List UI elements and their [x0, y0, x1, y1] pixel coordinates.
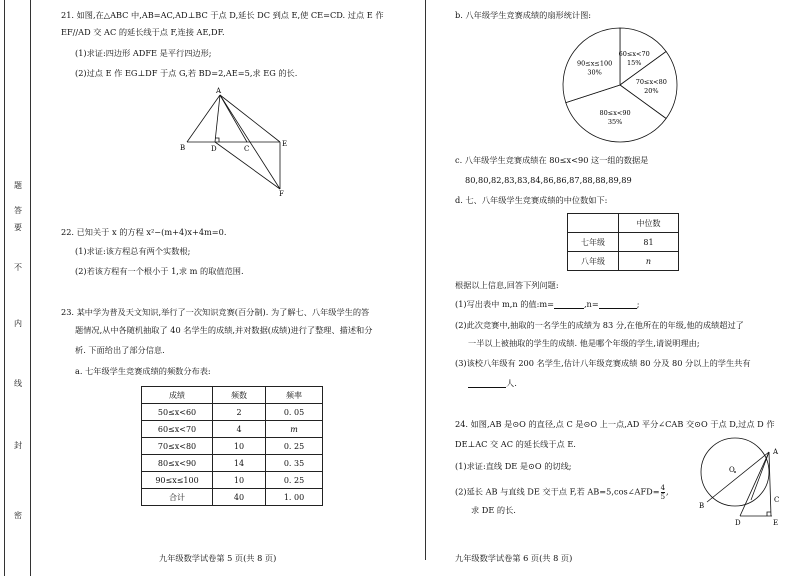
table-row: [142, 472, 323, 489]
label-B: B: [180, 144, 186, 152]
q24-part2: [455, 484, 669, 501]
pie-slice-percent: 35%: [607, 117, 623, 126]
fraction-denominator: 5: [660, 493, 666, 501]
side-label-char: 题: [14, 181, 22, 190]
table-cell: 七年级: [568, 233, 619, 252]
label-F: F: [279, 190, 284, 197]
table-cell: 50≤x<60: [142, 404, 213, 421]
table-cell: 80≤x<90: [142, 455, 213, 472]
table-header-row: [142, 387, 323, 404]
answer1-end: ;: [636, 299, 640, 309]
table-cell: 60≤x<70: [142, 421, 213, 438]
part2-end: ,: [666, 486, 669, 497]
label-A: A: [773, 448, 779, 456]
table-cell: 10: [213, 472, 266, 489]
q23-a: a. 七年级学生竞赛成绩的频数分布表:: [75, 366, 211, 376]
side-label-char: 密: [14, 511, 22, 520]
table-cell: 14: [213, 455, 266, 472]
q23-line2: 题情况,从中各随机抽取了 40 名学生的成绩,并对数据(成绩)进行了整理、描述和分: [75, 325, 373, 335]
fraction-numerator: 4: [660, 484, 666, 492]
blank-m[interactable]: [554, 300, 584, 309]
table-row: [142, 404, 323, 421]
table-cell: 八年级: [568, 252, 619, 271]
table-cell: 40: [213, 489, 266, 506]
q22-part2: (2)若该方程有一个根小于 1,求 m 的取值范围.: [75, 266, 244, 276]
header-cell: 频数: [213, 387, 266, 404]
side-label-char: 要: [14, 223, 22, 232]
table-row: [142, 438, 323, 455]
q21-line2: EF//AD 交 AC 的延长线于点 F,连接 AE,DF.: [61, 27, 225, 37]
blank-count[interactable]: [468, 379, 506, 388]
q23-line1: 23. 某中学为普及天文知识,举行了一次知识竞赛(百分制). 为了解七、八年级学生的答: [61, 307, 370, 317]
table-cell: 0. 25: [266, 472, 323, 489]
q24-part1: (1)求证:直线 DE 是⊙O 的切线;: [455, 461, 572, 471]
side-label-char: 内: [14, 319, 22, 328]
q21-figure: [175, 85, 305, 197]
table-cell: 1. 00: [266, 489, 323, 506]
q22-line1: 22. 已知关于 x 的方程 x²−(m+4)x+4m=0.: [61, 227, 227, 237]
side-label-char: 答: [14, 206, 22, 215]
pie-slice-label: 80≤x<90: [599, 108, 631, 117]
part2-text: (2)延长 AB 与直线 DE 交于点 F,若 AB=5,cos∠AFD=: [455, 486, 660, 497]
header-cell: 成绩: [142, 387, 213, 404]
table-row: [142, 421, 323, 438]
table-cell: 0. 25: [266, 438, 323, 455]
answer1-mid: ,n=: [583, 299, 599, 309]
label-D: D: [211, 145, 217, 153]
table-cell: 合计: [142, 489, 213, 506]
label-A: A: [216, 87, 222, 95]
table-row: [142, 455, 323, 472]
frequency-table: [141, 386, 323, 506]
page-divider: [425, 0, 426, 560]
label-C: C: [244, 145, 250, 153]
q21-part1: (1)求证:四边形 ADFE 是平行四边形;: [75, 48, 212, 58]
table-cell: 0. 05: [266, 404, 323, 421]
q23-c: c. 八年级学生竞赛成绩在 80≤x<90 这一组的数据是: [455, 155, 649, 165]
side-label-char: 不: [14, 263, 22, 272]
label-B: B: [699, 502, 705, 510]
binding-line-inner: [30, 0, 31, 576]
q23-answer3-line1: (3)该校八年级有 200 名学生,估计八年级竞赛成绩 80 分及 80 分以上的学生共有: [455, 358, 751, 368]
label-D: D: [735, 519, 741, 527]
table-header-row: [568, 214, 679, 233]
footer-right: 九年级数学试卷第 6 页(共 8 页): [455, 553, 573, 563]
q21-part2: (2)过点 E 作 EG⊥DF 于点 G,若 BD=2,AE=5,求 EG 的长.: [75, 68, 298, 78]
table-cell: 0. 35: [266, 455, 323, 472]
footer-left: 九年级数学试卷第 5 页(共 8 页): [159, 553, 277, 563]
q24-line2: DE⊥AC 交 AC 的延长线于点 E.: [455, 439, 576, 449]
pie-chart: [560, 25, 680, 145]
pie-slice-label: 70≤x<80: [635, 78, 667, 86]
label-E: E: [282, 140, 288, 148]
table-cell: 90≤x≤100: [142, 472, 213, 489]
table-cell: n: [619, 252, 679, 271]
pie-slice-percent: 20%: [644, 87, 659, 95]
label-O: O: [729, 466, 735, 474]
side-label-char: 封: [14, 441, 22, 450]
table-row: [568, 252, 679, 271]
answer3-end: 人.: [506, 378, 517, 388]
q23-answer1: [455, 299, 639, 309]
side-label-char: 线: [14, 379, 22, 388]
header-cell: 中位数: [619, 214, 679, 233]
table-cell: 10: [213, 438, 266, 455]
q23-c-data: 80,80,82,83,83,84,86,86,87,88,88,89,89: [465, 175, 632, 185]
q24-part3: 求 DE 的长.: [471, 505, 516, 515]
table-row: [568, 233, 679, 252]
answer-intro: 根据以上信息,回答下列问题:: [455, 280, 559, 290]
label-C: C: [774, 496, 780, 504]
pie-slice-percent: 15%: [627, 59, 642, 68]
header-cell: [568, 214, 619, 233]
header-cell: 频率: [266, 387, 323, 404]
table-cell: m: [266, 421, 323, 438]
pie-slice-label: 90≤x≤100: [577, 59, 613, 68]
q23-answer2-line1: (2)此次竞赛中,抽取的一名学生的成绩为 83 分,在他所在的年级,他的成绩超过了: [455, 320, 744, 330]
table-cell: 81: [619, 233, 679, 252]
q23-answer2-line2: 一半以上被抽取的学生的成绩. 他是哪个年级的学生,请说明理由;: [468, 338, 700, 348]
q23-line3: 析. 下面给出了部分信息.: [75, 345, 165, 355]
q23-answer3-line2: [468, 378, 517, 388]
table-cell: 70≤x<80: [142, 438, 213, 455]
answer1-text: (1)写出表中 m,n 的值:m=: [455, 299, 554, 309]
pie-slice-percent: 30%: [587, 68, 602, 77]
pie-slice-label: 60≤x<70: [618, 50, 650, 59]
q23-b: b. 八年级学生竞赛成绩的扇形统计图:: [455, 10, 592, 20]
fraction: [661, 484, 665, 501]
q24-figure: [695, 430, 787, 530]
median-table: [567, 213, 679, 271]
q24-line1: 24. 如图,AB 是⊙O 的直径,点 C 是⊙O 上一点,AD 平分∠CAB 交⊙O 于点 D,过点 D 作: [455, 419, 775, 429]
binding-line-outer: [4, 0, 5, 576]
q21-line1: 21. 如图,在△ABC 中,AB=AC,AD⊥BC 于点 D,延长 DC 到点 E,使 CE=CD. 过点 E 作: [61, 10, 384, 20]
table-cell: 2: [213, 404, 266, 421]
q22-part1: (1)求证:该方程总有两个实数根;: [75, 246, 191, 256]
blank-n[interactable]: [599, 300, 637, 309]
table-row: [142, 489, 323, 506]
label-E: E: [773, 519, 779, 527]
table-cell: 4: [213, 421, 266, 438]
q23-d: d. 七、八年级学生竞赛成绩的中位数如下:: [455, 195, 608, 205]
